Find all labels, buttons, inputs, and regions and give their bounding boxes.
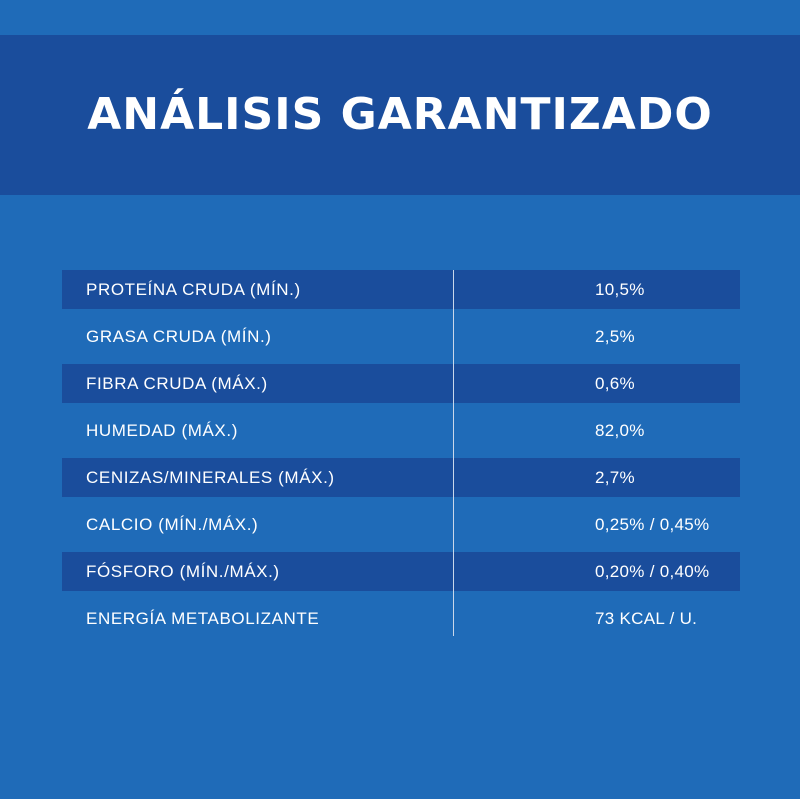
table-row bbox=[62, 411, 740, 450]
title-banner bbox=[0, 35, 800, 195]
row-label: CALCIO (MÍN./MÁX.) bbox=[86, 514, 259, 534]
row-label: GRASA CRUDA (MÍN.) bbox=[86, 326, 272, 346]
table-row bbox=[62, 317, 740, 356]
table-row bbox=[62, 505, 740, 544]
row-label: PROTEÍNA CRUDA (MÍN.) bbox=[86, 279, 301, 299]
analysis-table bbox=[62, 270, 740, 636]
page-title: ANÁLISIS GARANTIZADO bbox=[87, 88, 713, 140]
row-value: 0,6% bbox=[595, 373, 635, 393]
row-label: CENIZAS/MINERALES (MÁX.) bbox=[86, 467, 335, 487]
table-row bbox=[62, 364, 740, 403]
row-label: FIBRA CRUDA (MÁX.) bbox=[86, 373, 268, 393]
row-label: HUMEDAD (MÁX.) bbox=[86, 420, 238, 440]
row-value: 2,5% bbox=[595, 326, 635, 346]
column-divider bbox=[453, 270, 454, 636]
row-value: 82,0% bbox=[595, 420, 645, 440]
row-value: 0,25% / 0,45% bbox=[595, 514, 710, 534]
row-value: 73 KCAL / U. bbox=[595, 608, 698, 628]
table-row bbox=[62, 599, 740, 638]
row-value: 0,20% / 0,40% bbox=[595, 561, 710, 581]
row-label: ENERGÍA METABOLIZANTE bbox=[86, 608, 320, 628]
table-row bbox=[62, 552, 740, 591]
row-value: 10,5% bbox=[595, 279, 645, 299]
row-value: 2,7% bbox=[595, 467, 635, 487]
table-row bbox=[62, 458, 740, 497]
table-row bbox=[62, 270, 740, 309]
row-label: FÓSFORO (MÍN./MÁX.) bbox=[86, 561, 280, 581]
